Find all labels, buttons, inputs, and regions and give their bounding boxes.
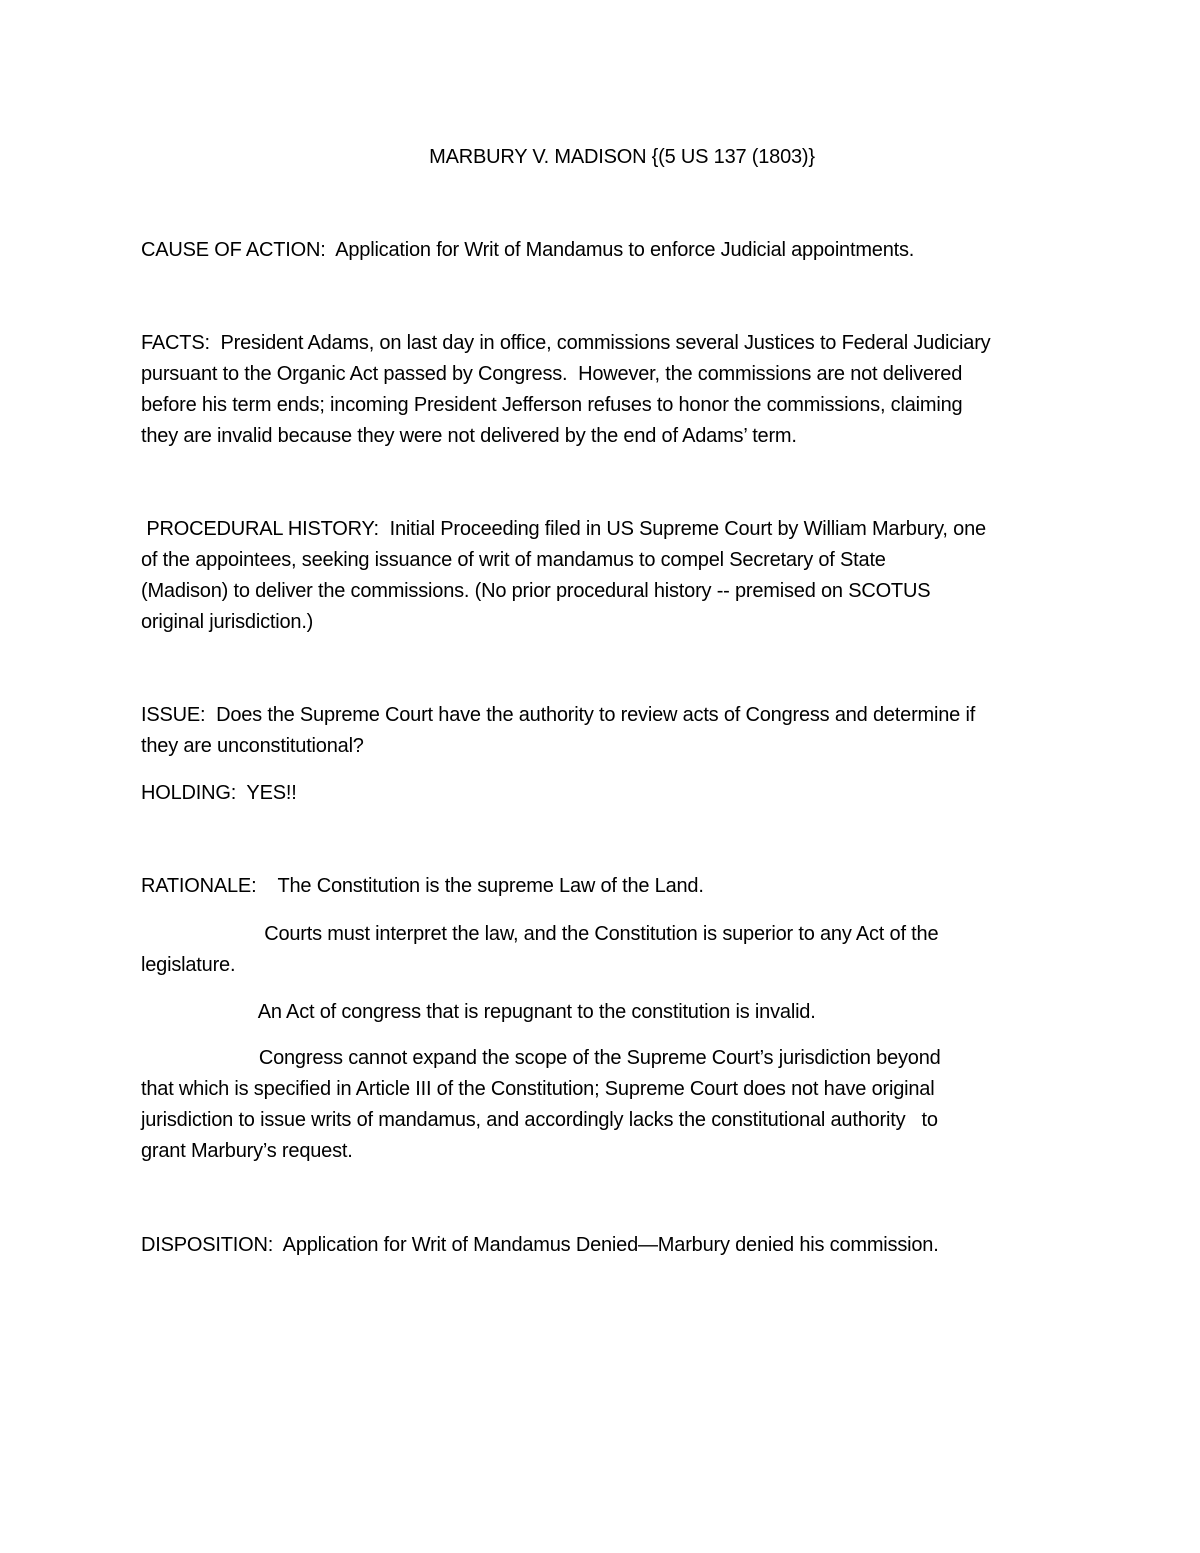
procedural-history-line: PROCEDURAL HISTORY: Initial Proceeding filed in US Supreme Court by William Marbury, one [141, 518, 986, 540]
issue-line: they are unconstitutional? [141, 735, 364, 757]
rationale-line: RATIONALE: The Constitution is the supreme Law of the Land. [141, 875, 704, 897]
facts-line: FACTS: President Adams, on last day in office, commissions several Justices to Federal Judiciary [141, 332, 991, 354]
rationale-line: that which is specified in Article III of the Constitution; Supreme Court does not have original [141, 1078, 935, 1100]
rationale-line: legislature. [141, 954, 236, 976]
procedural-history-line: original jurisdiction.) [141, 611, 314, 633]
holding: HOLDING: YES!! [141, 782, 297, 804]
facts-line: pursuant to the Organic Act passed by Congress. However, the commissions are not delivered [141, 363, 963, 385]
rationale-line: Courts must interpret the law, and the Constitution is superior to any Act of the [141, 923, 939, 945]
procedural-history-line: (Madison) to deliver the commissions. (No prior procedural history -- premised on SCOTUS [141, 580, 931, 602]
cause-of-action: CAUSE OF ACTION: Application for Writ of Mandamus to enforce Judicial appointments. [141, 239, 915, 261]
issue-line: ISSUE: Does the Supreme Court have the authority to review acts of Congress and determine if [141, 704, 976, 726]
rationale-line: Congress cannot expand the scope of the Supreme Court’s jurisdiction beyond [141, 1047, 941, 1069]
facts-line: they are invalid because they were not delivered by the end of Adams’ term. [141, 425, 797, 447]
rationale-line: jurisdiction to issue writs of mandamus, and accordingly lacks the constitutional authority to [141, 1109, 938, 1131]
disposition: DISPOSITION: Application for Writ of Mandamus Denied—Marbury denied his commission. [141, 1234, 939, 1256]
rationale-line: grant Marbury’s request. [141, 1140, 353, 1162]
page-title: MARBURY V. MADISON {(5 US 137 (1803)} [429, 146, 815, 168]
facts-line: before his term ends; incoming President Jefferson refuses to honor the commissions, claiming [141, 394, 963, 416]
procedural-history-line: of the appointees, seeking issuance of writ of mandamus to compel Secretary of State [141, 549, 886, 571]
rationale-line: An Act of congress that is repugnant to the constitution is invalid. [141, 1001, 816, 1023]
